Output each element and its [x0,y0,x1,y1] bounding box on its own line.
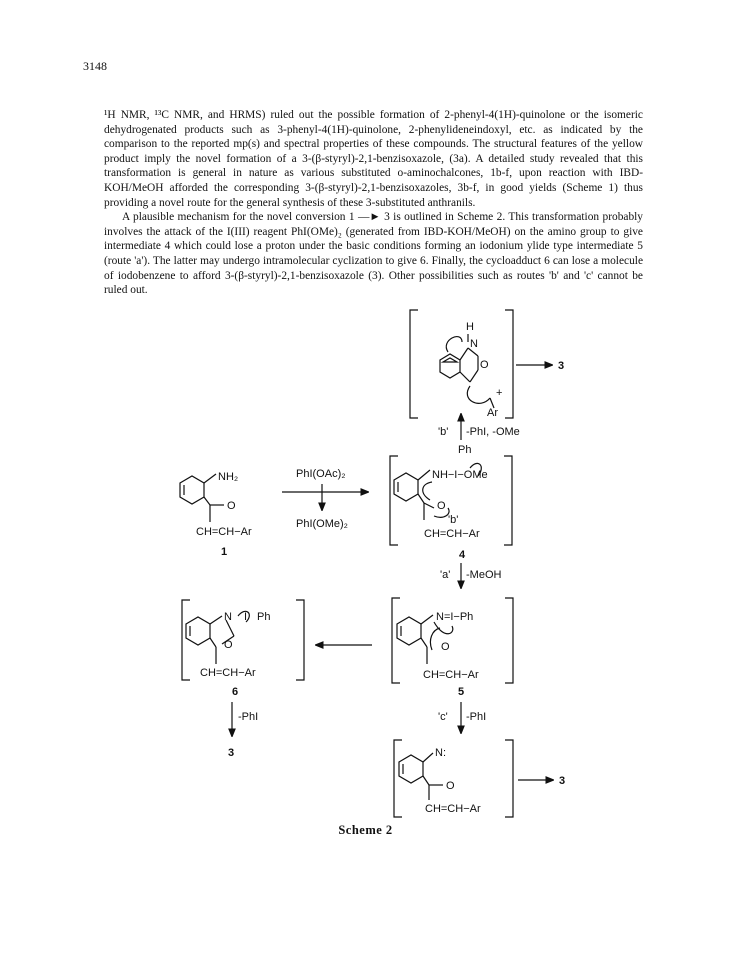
top-n-label: N [470,338,478,350]
compound-6 [182,600,304,698]
step-c-label: 'c' [438,711,448,723]
nitrene-intermediate [394,740,565,817]
compound-6-label: 6 [232,686,239,698]
page-number: 3148 [83,59,107,73]
compound-6-i: I [244,611,248,623]
step-c-reagents: -PhI [466,711,487,723]
step-a-label: 'a' [440,569,451,581]
step-a-reagents: -MeOH [466,569,502,581]
compound-1-label: 1 [221,546,228,558]
compound-5-oxygen: O [441,641,450,653]
step-6-reagents: -PhI [238,711,259,723]
paragraph-1: ¹H NMR, ¹³C NMR, and HRMS) ruled out the possible formation of 2-phenyl-4(1H)-quinolone or the isomeric dehydrogenated products such as 3-phenyl-4(1H)-quinolone, 2-phenylideneindoxyl, etc. as indicated by the comparison to the reported mp(s) and spectral properties of these compounds. The structural features of the yellow product imply the novel formation of a 3-(β-styryl)-2,1-benzisoxazole, (3a). A detailed study revealed that this transformation is general in nature as various substituted o-aminochalcones, 1b-f, upon reaction with IBD-KOH/MeOH afforded the corresponding 3-(β-styryl)-2,1-benzisoxazoles, 3b-f, in good yields (Scheme 1) thus providing a novel route for the general synthesis of these 3-substituted anthranils. [104,109,643,209]
nitrene-oxygen: O [446,780,455,792]
compound-6-oxygen: O [224,639,233,651]
nitrene-n: N: [435,747,446,759]
compound-4-route-b: 'b' [448,514,459,526]
compound-4-oxygen: O [437,500,446,512]
compound-1-oxygen: O [227,500,236,512]
top-intermediate [410,310,564,419]
step-b-label: 'b' [438,426,449,438]
compound-4 [390,444,512,561]
reagent-bottom: PhI(OMe)₂ [296,518,348,530]
compound-5-chain: CH=CH−Ar [423,669,479,681]
compound-4-label: 4 [459,549,466,561]
top-o-label: O [480,359,489,371]
compound-5-label: 5 [458,686,465,698]
reagent-top: PhI(OAc)₂ [296,468,346,480]
compound-4-chain: CH=CH−Ar [424,528,480,540]
compound-6-n: N [224,611,232,623]
compound-6-ph: Ph [257,611,271,623]
compound-6-chain: CH=CH−Ar [200,667,256,679]
compound-5-group: N=I−Ph [436,611,474,623]
product-from-nitrene: 3 [559,775,566,787]
product-from-6: 3 [228,747,235,759]
compound-1-chain: CH=CH−Ar [196,526,252,538]
nitrene-chain: CH=CH−Ar [425,803,481,815]
compound-5 [392,598,513,698]
compound-1 [180,471,252,558]
compound-4-ph: Ph [458,444,472,456]
top-plus-label: + [496,387,503,399]
scheme-caption: Scheme 2 [338,823,393,837]
compound-4-group: NH−I−OMe [432,469,488,481]
step-b-reagents: -PhI, -OMe [466,426,520,438]
paragraph-2: A plausible mechanism for the novel conversion 1 —► 3 is outlined in Scheme 2. This transformation probably involves the attack of the I(III) reagent PhI(OMe)₂ (generated from IBD-KOH/MeOH) on the amino group to give intermediate 4 which could lose a proton under the basic conditions forming an iodonium ylide type intermediate 5 (route 'a'). The latter may undergo intramolecular cyclization to give 6. Finally, the cycloadduct 6 can lose a molecule of iodobenzene to afford 3-(β-styryl)-2,1-benzisoxazole (3). Other possibilities such as routes 'b' and 'c' cannot be ruled out. [104,211,643,297]
top-ar-label: Ar [487,407,498,419]
top-product-label: 3 [558,360,565,372]
top-h-label: H [466,321,474,333]
compound-1-nh2: NH₂ [218,471,239,483]
